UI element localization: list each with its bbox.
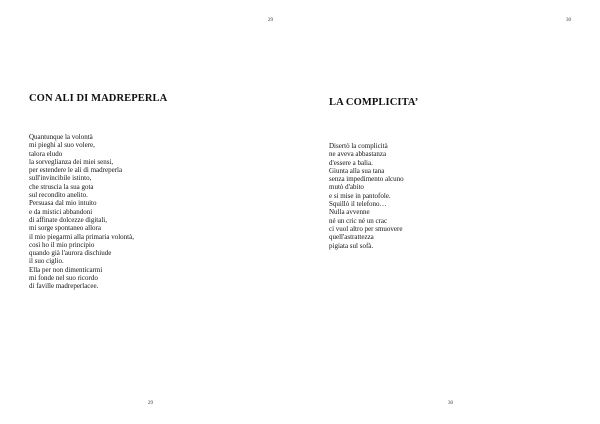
- poem-line: né un cric né un crac: [329, 216, 388, 225]
- page-number-bottom: 30: [448, 401, 453, 406]
- poem-body: [329, 142, 404, 250]
- poem-line: di faville madreperlacee.: [29, 282, 99, 291]
- poem-line: Ella per non dimenticarmi: [29, 265, 103, 274]
- poem-title: CON ALI DI MADREPERLA: [29, 93, 168, 104]
- poem-title: LA COMPLICITA’: [329, 97, 419, 108]
- poem-line: Persuasa dal mio intuito: [29, 199, 97, 208]
- poem-line: sul recondito anelito.: [29, 191, 88, 200]
- poem-line: e si mise in pantofole.: [329, 191, 391, 200]
- poem-line: senza impedimento alcuno: [329, 175, 404, 184]
- poem-line: Quantunque la volontà: [29, 133, 93, 141]
- poem-line: quando già l'aurora dischiude: [29, 249, 112, 258]
- page-number-top: 30: [566, 18, 571, 23]
- poem-body: [29, 133, 134, 291]
- poem-line: per estendere le ali di madreperla: [29, 166, 123, 175]
- poem-line: quell'astrattezza: [329, 233, 374, 242]
- poem-line: mi sorge spontaneo allora: [29, 224, 101, 233]
- poem-line: di affinate dolcezze digitali,: [29, 215, 108, 224]
- poem-line: ci vuol altro per smuovere: [329, 224, 403, 233]
- poem-line: il suo ciglio.: [29, 257, 64, 266]
- poem-line: sull'invincibile istinto,: [29, 174, 92, 183]
- poem-line: e da mistici abbandoni: [29, 207, 93, 216]
- poem-line: così ho il mio principio: [29, 240, 95, 249]
- poem-line: pigiata sul sofà.: [329, 241, 374, 250]
- poem-line: Disertò la complicità: [329, 142, 388, 150]
- poem-line: il mio piegarmi alla primaria volontà,: [29, 232, 134, 241]
- poem-line: mutò d'abito: [329, 183, 364, 192]
- page-number-top: 29: [268, 18, 273, 23]
- poem-line: mi fonde nel suo ricordo: [29, 274, 98, 283]
- poem-line: talora eludo: [29, 149, 63, 158]
- poem-line: la sorveglianza dei miei sensi,: [29, 157, 114, 166]
- poem-line: d'essere a balia.: [329, 158, 373, 167]
- poem-line: Nulla avvenne: [329, 208, 370, 217]
- poem-line: mi pieghi al suo volere,: [29, 141, 95, 150]
- page-number-bottom: 29: [148, 401, 153, 406]
- poem-line: Giunta alla sua tana: [329, 166, 385, 175]
- poem-line: che struscia la sua gota: [29, 182, 94, 191]
- poem-line: Squillò il telefono…: [329, 200, 387, 209]
- right-page: [300, 0, 600, 424]
- poem-line: ne aveva abbastanza: [329, 150, 387, 159]
